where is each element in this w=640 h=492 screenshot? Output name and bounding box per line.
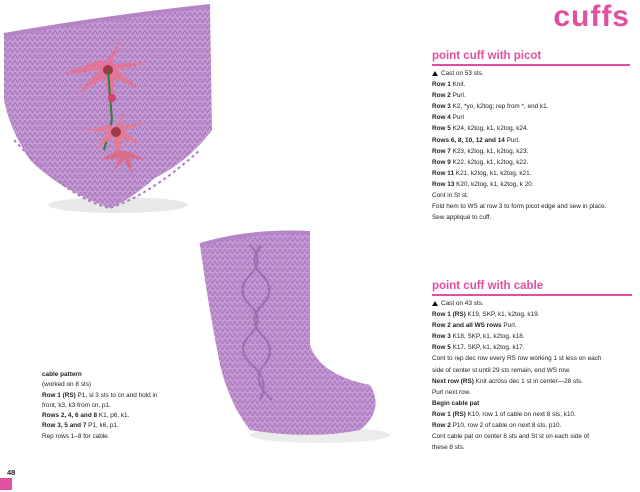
row-label: Row 3, 5 and 7: [42, 422, 87, 430]
instruction-line: [432, 101, 630, 112]
instruction-line: [432, 157, 630, 168]
row-label: Row 5: [432, 344, 451, 352]
instruction-line: [432, 353, 632, 364]
cast-on-line: Cast on 43 sts.: [432, 298, 632, 309]
row-text: K20, k2tog, k1, k2tog, k 20.: [454, 180, 534, 188]
row-text: Cont cable pat on center 8 sts and St st on each side of: [432, 433, 590, 441]
title-rule: [432, 64, 630, 66]
row-label: Row 3: [432, 103, 451, 111]
row-text: K10, row 1 of cable on next 8 sts, k10.: [465, 410, 576, 418]
instruction-line: [432, 365, 632, 376]
row-text: P10, row 2 of cable on next 8 sts, p10.: [450, 422, 562, 430]
row-label: Row 5: [432, 125, 451, 133]
row-text: K24, k2tog, k1, k2tog, k24.: [450, 125, 529, 133]
instruction-line: [432, 168, 630, 179]
page-section-title: cuffs: [553, 0, 630, 33]
cable-pattern-subheading: (worked on 8 sts): [42, 381, 92, 389]
note-line: Fold hem to WS at row 3 to form picot edge and sew in place.: [432, 203, 607, 211]
instruction-line: [42, 411, 157, 421]
row-label: Row 11: [432, 169, 455, 177]
row-text: Purl.: [450, 92, 466, 100]
row-text: side of center st until 29 sts remain, end WS row.: [432, 366, 571, 374]
title-rule: [432, 294, 632, 296]
row-label: Row 1 (RS): [42, 391, 76, 399]
instruction-line: [432, 331, 632, 342]
row-text: these 8 sts.: [432, 444, 465, 452]
note-line: Cont in St st.: [432, 192, 469, 200]
cable-cuff-instructions: [432, 280, 632, 453]
row-text: P1, k6, p1.: [86, 422, 119, 430]
instruction-line: [432, 179, 630, 190]
cable-cuff-photo: [190, 225, 390, 445]
instruction-line: [432, 409, 632, 420]
row-text: P1, sl 3 sts to cn and hold in: [75, 391, 158, 399]
instruction-line: [432, 320, 632, 331]
row-label: Row 2: [432, 92, 451, 100]
row-text: K18, SKP, k1, k2tog, k18.: [450, 333, 525, 341]
cable-pattern-heading: cable pattern: [42, 371, 82, 378]
row-text: K2, *yo, k2tog; rep from *, end k1.: [450, 103, 549, 111]
instruction-line: [432, 123, 630, 134]
instruction-line: [42, 401, 157, 411]
row-label: Row 3: [432, 333, 451, 341]
cable-pattern-instructions: [42, 370, 157, 442]
picot-cuff-photo: [0, 0, 215, 225]
row-label: Next row (RS): [432, 377, 474, 385]
row-text: Knit.: [450, 81, 466, 89]
picot-instructions: [432, 50, 630, 223]
instruction-line: [42, 391, 157, 401]
instruction-line: [432, 90, 630, 101]
cable-cuff-title: point cuff with cable: [432, 280, 544, 292]
page-number: 48: [7, 468, 16, 477]
row-label: Row 2: [432, 422, 451, 430]
triangle-icon: [432, 301, 438, 306]
row-text: K17, SKP, k1, k2tog, k17.: [450, 344, 525, 352]
instruction-line: [432, 376, 632, 387]
row-text: K22, k2tog, k1, k2tog, k22.: [450, 158, 529, 166]
row-label: Row 4: [432, 114, 451, 122]
row-text: K21, k2tog, k1, k2tog, k21.: [454, 169, 532, 177]
row-text: Purl.: [501, 322, 517, 330]
instruction-line: [432, 79, 630, 90]
instruction-line: [432, 387, 632, 398]
row-text: Purl: [450, 114, 464, 122]
row-text: Purl.: [504, 136, 520, 144]
row-label: Begin cable pat: [432, 399, 480, 407]
row-label: Row 13: [432, 180, 455, 188]
cast-on-line: Cast on 53 sts.: [432, 68, 630, 79]
row-label: Rows 2, 4, 6 and 8: [42, 412, 98, 420]
instruction-line: [432, 420, 632, 431]
row-label: Row 1 (RS): [432, 311, 466, 319]
row-text: Purl next row.: [432, 388, 471, 396]
row-text: Knit across dec 1 st in center—28 sts.: [473, 377, 583, 385]
instruction-line: [432, 112, 630, 123]
instruction-line: [432, 146, 630, 157]
instruction-line: [432, 135, 630, 146]
picot-title: point cuff with picot: [432, 50, 542, 62]
row-label: Row 1 (RS): [432, 410, 466, 418]
triangle-icon: [432, 71, 438, 76]
row-label: Row 2 and all WS rows: [432, 322, 502, 330]
row-text: Rep rows 1–8 for cable.: [42, 432, 110, 440]
instruction-line: [42, 421, 157, 431]
page-number-bar: [0, 478, 12, 490]
row-label: Row 7: [432, 147, 451, 155]
row-label: Rows 6, 8, 10, 12 and 14: [432, 136, 505, 144]
row-text: K23, k2tog, k1, k2tog, k23.: [450, 147, 529, 155]
instruction-line: [432, 398, 632, 409]
row-text: K1, p6, k1.: [97, 412, 130, 420]
row-text: Cont to rep dec row every RS row working 1 st less on each: [432, 355, 602, 363]
instruction-line: [432, 309, 632, 320]
row-text: K19, SKP, k1, k2tog, k19.: [465, 311, 540, 319]
instruction-line: [432, 431, 632, 442]
note-line: Sew appliqué to cuff.: [432, 214, 492, 222]
instruction-line: [42, 432, 157, 442]
row-label: Row 9: [432, 158, 451, 166]
row-label: Row 1: [432, 81, 451, 89]
instruction-line: [432, 342, 632, 353]
instruction-line: [432, 442, 632, 453]
row-text: front, k3, k3 from cn, p1.: [42, 401, 111, 409]
